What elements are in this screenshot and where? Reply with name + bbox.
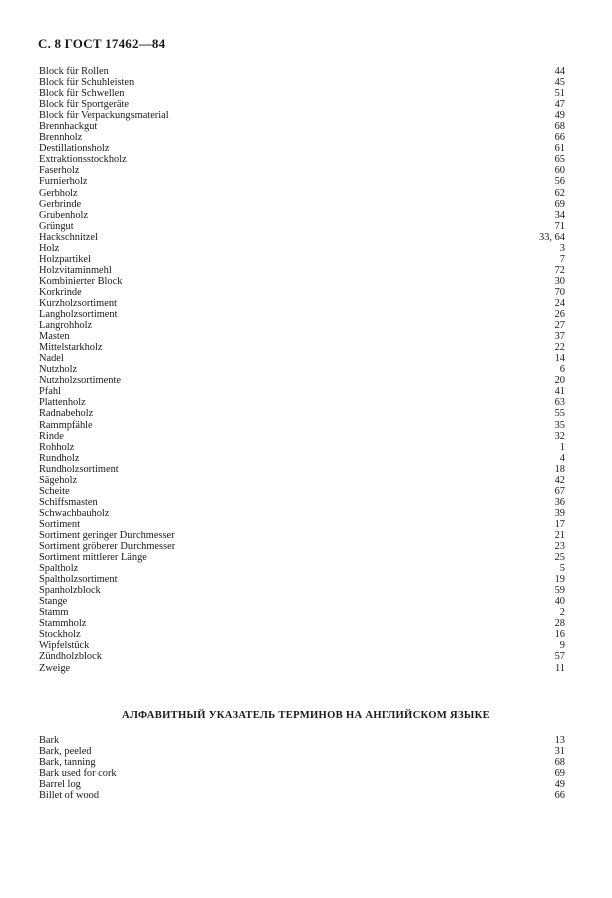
index-term: Brennhackgut xyxy=(39,121,98,133)
index-number: 62 xyxy=(554,187,565,199)
index-entry xyxy=(39,442,565,453)
index-entry xyxy=(39,243,565,254)
index-number: 20 xyxy=(554,375,565,387)
index-entry xyxy=(39,66,565,77)
index-number: 25 xyxy=(554,552,565,564)
index-entry xyxy=(39,88,565,99)
index-term: Nutzholzsortimente xyxy=(39,375,121,387)
index-number: 37 xyxy=(554,331,565,343)
index-entry xyxy=(39,431,565,442)
index-entry xyxy=(39,265,565,276)
index-term: Sortiment xyxy=(39,518,80,530)
index-term: Rinde xyxy=(39,430,64,442)
index-entry xyxy=(39,375,565,386)
index-term: Sortiment geringer Durchmesser xyxy=(39,529,175,541)
index-term: Grubenholz xyxy=(39,209,89,221)
index-term: Stange xyxy=(39,596,68,608)
index-entry xyxy=(39,143,565,154)
index-term: Rundholzsortiment xyxy=(39,463,119,475)
index-term: Schwachbauholz xyxy=(39,507,110,519)
index-entry xyxy=(39,298,565,309)
index-term: Brennholz xyxy=(39,132,83,144)
index-number: 45 xyxy=(554,77,565,89)
index-entry xyxy=(39,757,565,768)
index-term: Plattenholz xyxy=(39,397,86,409)
index-term: Korkrinde xyxy=(39,286,82,298)
index-number: 57 xyxy=(554,651,565,663)
index-entry xyxy=(39,99,565,110)
index-entry xyxy=(39,320,565,331)
index-entry xyxy=(39,353,565,364)
index-entry xyxy=(39,110,565,121)
index-entry xyxy=(39,640,565,651)
index-number: 69 xyxy=(554,198,565,210)
index-term: Gerbholz xyxy=(39,187,78,199)
index-number: 63 xyxy=(554,397,565,409)
index-term: Schiffsmasten xyxy=(39,496,98,508)
index-number: 35 xyxy=(554,419,565,431)
index-number: 33, 64 xyxy=(539,231,565,243)
index-term: Mittelstarkholz xyxy=(39,342,103,354)
index-term: Extraktionsstockholz xyxy=(39,154,127,166)
index-number: 44 xyxy=(554,66,565,77)
index-number: 6 xyxy=(559,364,565,376)
index-entry xyxy=(39,779,565,790)
index-number: 66 xyxy=(554,790,565,802)
index-entry xyxy=(39,199,565,210)
index-entry xyxy=(39,342,565,353)
index-entry xyxy=(39,475,565,486)
german-term-index xyxy=(39,66,565,674)
index-term: Holz xyxy=(39,242,60,254)
index-entry xyxy=(39,232,565,243)
index-term: Scheite xyxy=(39,485,70,497)
index-number: 59 xyxy=(554,585,565,597)
index-term: Nutzholz xyxy=(39,364,78,376)
index-term: Wipfelstück xyxy=(39,640,90,652)
index-entry xyxy=(39,663,565,674)
index-term: Stamm xyxy=(39,607,69,619)
index-number: 66 xyxy=(554,132,565,144)
index-entry xyxy=(39,132,565,143)
index-term: Holzvitaminmehl xyxy=(39,264,112,276)
index-number: 31 xyxy=(554,746,565,758)
index-term: Spaltholz xyxy=(39,563,79,575)
index-term: Langholzsortiment xyxy=(39,309,118,321)
index-number: 39 xyxy=(554,507,565,519)
index-entry xyxy=(39,563,565,574)
index-number: 67 xyxy=(554,485,565,497)
index-entry xyxy=(39,77,565,88)
index-entry xyxy=(39,585,565,596)
index-number: 41 xyxy=(554,386,565,398)
index-term: Bark used for cork xyxy=(39,768,117,780)
index-entry xyxy=(39,508,565,519)
index-entry xyxy=(39,453,565,464)
index-number: 18 xyxy=(554,463,565,475)
index-number: 28 xyxy=(554,618,565,630)
index-number: 19 xyxy=(554,574,565,586)
index-number: 55 xyxy=(554,408,565,420)
index-number: 34 xyxy=(554,209,565,221)
index-number: 9 xyxy=(559,640,565,652)
index-term: Zweige xyxy=(39,662,71,674)
index-term: Nadel xyxy=(39,353,64,365)
index-number: 68 xyxy=(554,757,565,769)
index-term: Pfahl xyxy=(39,386,61,398)
index-entry xyxy=(39,768,565,779)
index-term: Kombinierter Block xyxy=(39,275,123,287)
index-entry xyxy=(39,331,565,342)
index-entry xyxy=(39,464,565,475)
index-entry xyxy=(39,276,565,287)
index-number: 3 xyxy=(559,242,565,254)
index-number: 32 xyxy=(554,430,565,442)
index-term: Radnabeholz xyxy=(39,408,94,420)
index-number: 65 xyxy=(554,154,565,166)
index-entry xyxy=(39,746,565,757)
index-entry xyxy=(39,530,565,541)
index-number: 36 xyxy=(554,496,565,508)
index-entry xyxy=(39,188,565,199)
index-term: Rammpfähle xyxy=(39,419,93,431)
index-number: 22 xyxy=(554,342,565,354)
index-entry xyxy=(39,574,565,585)
index-number: 4 xyxy=(559,452,565,464)
index-term: Langrohholz xyxy=(39,320,93,332)
index-term: Bark, tanning xyxy=(39,757,96,769)
index-term: Block für Schwellen xyxy=(39,88,125,100)
index-term: Furnierholz xyxy=(39,176,88,188)
index-term: Block für Rollen xyxy=(39,66,109,77)
index-term: Zündholzblock xyxy=(39,651,102,663)
index-term: Grüngut xyxy=(39,220,74,232)
index-entry xyxy=(39,629,565,640)
index-term: Bark xyxy=(39,735,60,746)
index-entry xyxy=(39,651,565,662)
index-number: 26 xyxy=(554,309,565,321)
index-number: 14 xyxy=(554,353,565,365)
index-term: Spanholzblock xyxy=(39,585,101,597)
index-number: 60 xyxy=(554,165,565,177)
index-entry xyxy=(39,221,565,232)
index-number: 70 xyxy=(554,286,565,298)
index-term: Sortiment gröberer Durchmesser xyxy=(39,541,176,553)
index-entry xyxy=(39,254,565,265)
index-number: 61 xyxy=(554,143,565,155)
index-number: 56 xyxy=(554,176,565,188)
index-number: 2 xyxy=(559,607,565,619)
page-header: С. 8 ГОСТ 17462—84 xyxy=(38,36,166,51)
index-term: Masten xyxy=(39,331,70,343)
index-number: 40 xyxy=(554,596,565,608)
index-entry xyxy=(39,790,565,801)
index-entry xyxy=(39,497,565,508)
index-entry xyxy=(39,541,565,552)
index-number: 7 xyxy=(559,253,565,265)
index-term: Block für Sportgeräte xyxy=(39,99,130,111)
index-term: Destillationsholz xyxy=(39,143,110,155)
index-number: 68 xyxy=(554,121,565,133)
index-entry xyxy=(39,287,565,298)
index-entry xyxy=(39,408,565,419)
index-number: 5 xyxy=(559,563,565,575)
english-index-title: АЛФАВИТНЫЙ УКАЗАТЕЛЬ ТЕРМИНОВ НА АНГЛИЙСКОМ ЯЗЫКЕ xyxy=(122,710,490,721)
index-term: Barrel log xyxy=(39,779,81,791)
index-number: 11 xyxy=(554,662,565,674)
index-number: 49 xyxy=(554,110,565,122)
index-term: Kurzholzsortiment xyxy=(39,297,117,309)
index-entry xyxy=(39,420,565,431)
index-term: Block für Schuhleisten xyxy=(39,77,135,89)
index-number: 21 xyxy=(554,529,565,541)
index-number: 69 xyxy=(554,768,565,780)
index-number: 27 xyxy=(554,320,565,332)
index-number: 23 xyxy=(554,541,565,553)
index-term: Gerbrinde xyxy=(39,198,82,210)
index-number: 17 xyxy=(554,518,565,530)
index-term: Faserholz xyxy=(39,165,80,177)
index-entry xyxy=(39,735,565,746)
index-entry xyxy=(39,552,565,563)
index-entry xyxy=(39,486,565,497)
index-entry xyxy=(39,210,565,221)
index-entry xyxy=(39,364,565,375)
index-term: Sägeholz xyxy=(39,474,78,486)
index-number: 71 xyxy=(554,220,565,232)
index-number: 30 xyxy=(554,275,565,287)
index-entry xyxy=(39,519,565,530)
index-number: 13 xyxy=(554,735,565,746)
index-term: Stammholz xyxy=(39,618,87,630)
index-term: Holzpartikel xyxy=(39,253,91,265)
index-entry xyxy=(39,607,565,618)
index-term: Stockholz xyxy=(39,629,81,641)
index-term: Bark, peeled xyxy=(39,746,92,758)
index-number: 24 xyxy=(554,297,565,309)
index-entry xyxy=(39,386,565,397)
index-number: 1 xyxy=(559,441,565,453)
index-entry xyxy=(39,309,565,320)
index-number: 42 xyxy=(554,474,565,486)
index-entry xyxy=(39,397,565,408)
index-number: 47 xyxy=(554,99,565,111)
index-term: Spaltholzsortiment xyxy=(39,574,118,586)
index-number: 16 xyxy=(554,629,565,641)
index-entry xyxy=(39,596,565,607)
index-term: Rohholz xyxy=(39,441,75,453)
english-term-index xyxy=(39,735,565,801)
index-term: Rundholz xyxy=(39,452,80,464)
index-number: 72 xyxy=(554,264,565,276)
index-term: Billet of wood xyxy=(39,790,100,802)
index-entry xyxy=(39,165,565,176)
index-entry xyxy=(39,154,565,165)
index-number: 49 xyxy=(554,779,565,791)
index-term: Block für Verpackungsmaterial xyxy=(39,110,169,122)
index-number: 51 xyxy=(554,88,565,100)
index-entry xyxy=(39,618,565,629)
index-term: Sortiment mittlerer Länge xyxy=(39,552,147,564)
index-entry xyxy=(39,121,565,132)
index-term: Hackschnitzel xyxy=(39,231,98,243)
index-entry xyxy=(39,176,565,187)
